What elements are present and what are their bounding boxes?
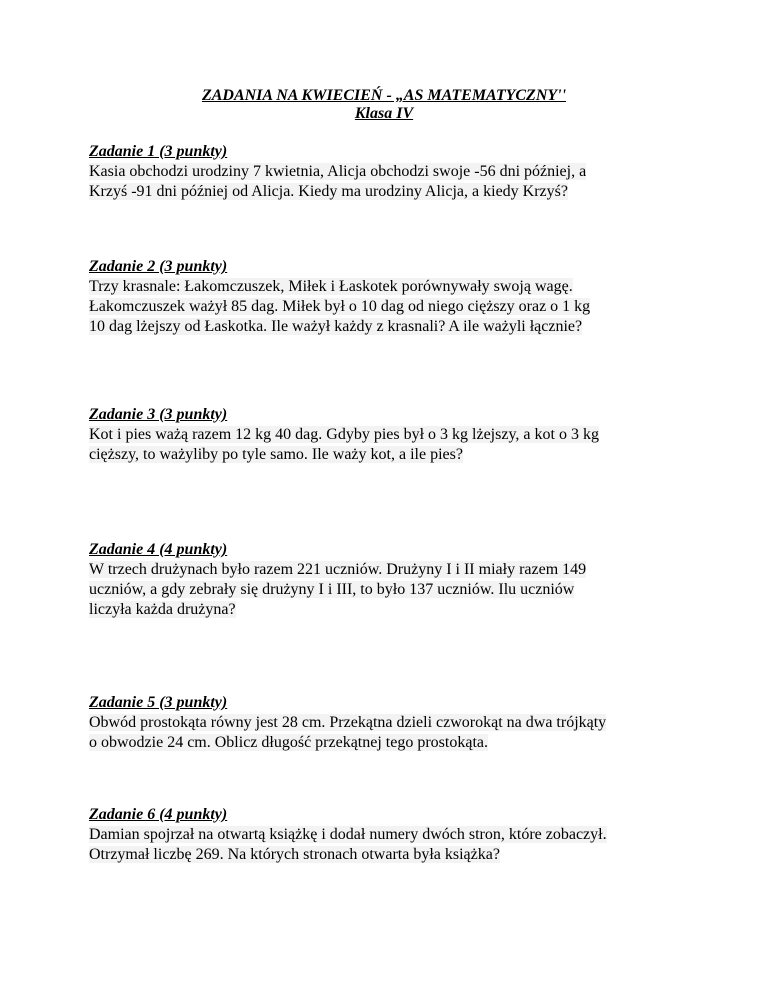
task-5 bbox=[89, 693, 729, 753]
task-2 bbox=[89, 257, 729, 337]
task-2-line-2: Łakomczuszek ważył 85 dag. Miłek był o 10 dag od niego cięższy oraz o 1 kg bbox=[89, 298, 591, 315]
task-4-line-1: W trzech drużynach było razem 221 uczniów. Drużyny I i II miały razem 149 bbox=[89, 561, 587, 578]
task-5-line-1: Obwód prostokąta równy jest 28 cm. Przekątna dzieli czworokąt na dwa trójkąty bbox=[89, 714, 607, 731]
task-5-heading: Zadanie 5 (3 punkty) bbox=[89, 694, 228, 711]
task-1-heading: Zadanie 1 (3 punkty) bbox=[89, 143, 228, 160]
task-3-line-2: cięższy, to ważyliby po tyle samo. Ile waży kot, a ile pies? bbox=[89, 446, 463, 463]
task-1-line-1: Kasia obchodzi urodziny 7 kwietnia, Alicja obchodzi swoje -56 dni później, a bbox=[89, 163, 587, 180]
task-4-heading: Zadanie 4 (4 punkty) bbox=[89, 541, 228, 558]
task-4 bbox=[89, 540, 729, 620]
task-1 bbox=[89, 142, 729, 202]
task-4-line-2: uczniów, a gdy zebrały się drużyny I i III, to było 137 uczniów. Ilu uczniów bbox=[89, 581, 575, 598]
task-3 bbox=[89, 405, 729, 465]
task-3-heading: Zadanie 3 (3 punkty) bbox=[89, 406, 228, 423]
task-2-line-3: 10 dag lżejszy od Łaskotka. Ile ważył każdy z krasnali? A ile ważyli łącznie? bbox=[89, 318, 583, 335]
task-2-heading: Zadanie 2 (3 punkty) bbox=[89, 258, 228, 275]
task-6 bbox=[89, 805, 729, 865]
task-1-line-2: Krzyś -91 dni później od Alicja. Kiedy ma urodziny Alicja, a kiedy Krzyś? bbox=[89, 183, 568, 200]
page-title: ZADANIA NA KWIECIEŃ - „AS MATEMATYCZNY'' bbox=[201, 87, 567, 104]
task-6-line-2: Otrzymał liczbę 269. Na których stronach otwarta była książka? bbox=[89, 846, 500, 863]
class-label: Klasa IV bbox=[354, 105, 414, 122]
task-6-line-1: Damian spojrzał na otwartą książkę i dodał numery dwóch stron, które zobaczył. bbox=[89, 826, 607, 843]
task-3-line-1: Kot i pies ważą razem 12 kg 40 dag. Gdyby pies był o 3 kg lżejszy, a kot o 3 kg bbox=[89, 426, 599, 443]
task-4-line-3: liczyła każda drużyna? bbox=[89, 601, 236, 618]
task-5-line-2: o obwodzie 24 cm. Oblicz długość przekątnej tego prostokąta. bbox=[89, 734, 488, 751]
task-2-line-1: Trzy krasnale: Łakomczuszek, Miłek i Łaskotek porównywały swoją wagę. bbox=[89, 278, 573, 295]
task-6-heading: Zadanie 6 (4 punkty) bbox=[89, 806, 228, 823]
